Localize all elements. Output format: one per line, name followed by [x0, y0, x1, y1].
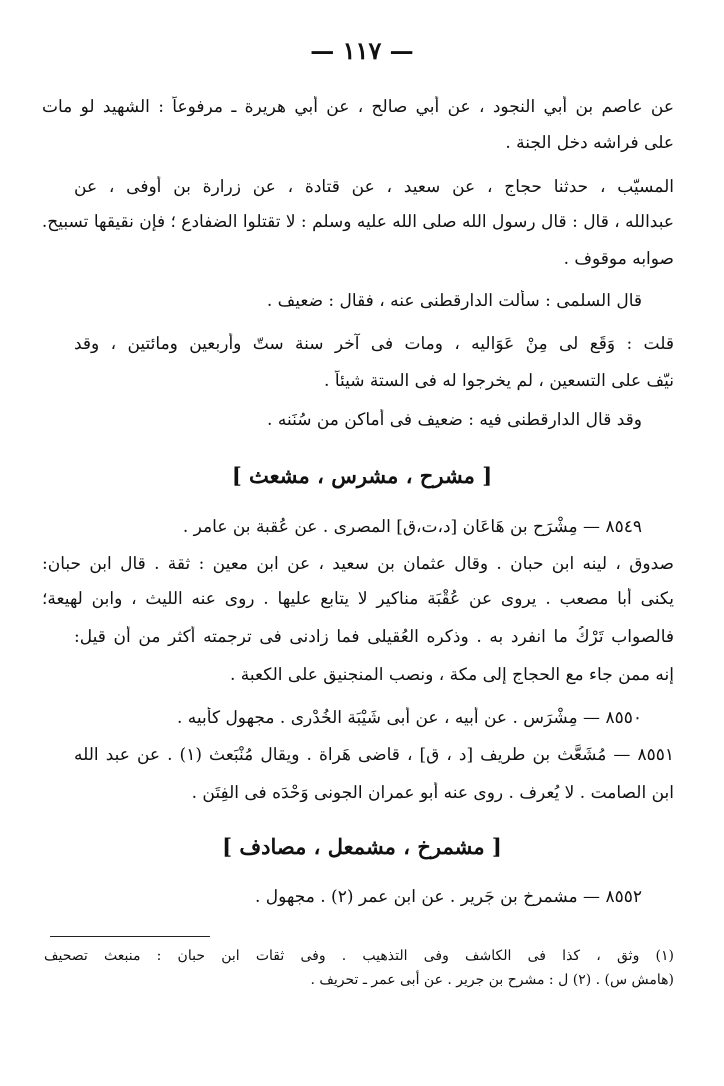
page-number: — ١١٧ — — [310, 36, 414, 65]
footnote-line: (هامش س) . (٢) ل : مشرح بن جرير . عن أبى عمر ـ تحريف . — [310, 972, 674, 988]
entry-line: ٨٥٥٢ — مشمرخ بن جَرير . عن ابن عمر (٢) . مجهول . — [254, 887, 642, 907]
entry-line: فالصواب تَرْكُ ما انفرد به . وذكره العُقيلى فما زادنى فى ترجمته أكثر من أن قيل: — [74, 627, 674, 647]
text-line: على فراشه دخل الجنة . — [505, 133, 674, 153]
entry-line: ٨٥٥٠ — مِشْرَس . عن أبيه ، عن أبى شَيْبَة الخُدْرى . مجهول كأبيه . — [176, 708, 642, 728]
text-line: وقد قال الدارقطنى فيه : ضعيف فى أماكن من سُنَنه . — [267, 410, 642, 430]
entry-line: ابن الصامت . لا يُعرف . روى عنه أبو عمران الجونى وَحْدَه فى الفِتَن . — [191, 783, 674, 803]
entry-line: يكنى أبا مصعب . يروى عن عُقْبَة مناكير لا يتابع عليها . روى عنه الليث ، وابن لهيعة؛ — [42, 589, 674, 609]
section-heading: [ مشرح ، مشرس ، مشعث ] — [231, 463, 493, 488]
text-line: صوابه موقوف . — [563, 249, 674, 269]
text-line: قلت : وَقَع لى مِنْ عَوَاليه ، ومات فى آخر سنة ستّ وأربعين ومائتين ، وقد — [74, 334, 674, 354]
entry-line: صدوق ، لينه ابن حبان . وقال عثمان بن سعيد ، عن ابن معين : ثقة . قال ابن حبان: — [42, 554, 674, 574]
entry-line: ٨٥٤٩ — مِشْرَح بن هَاعَان [د،ت،ق] المصرى . عن عُقبة بن عامر . — [182, 517, 642, 537]
footnote-divider — [50, 936, 210, 937]
entry-line: إنه ممن جاء مع الحجاج إلى مكة ، ونصب المنجنيق على الكعبة . — [229, 665, 674, 685]
entry-line: ٨٥٥١ — مُشَعَّث بن طريف [د ، ق] ، قاضى هَراة . ويقال مُنْبَعث (١) . عن عبد الله — [74, 745, 674, 765]
footnote-line: (١) وثق ، كذا فى الكاشف وفى التذهيب . وفى ثقات ابن حبان : منبعث تصحيف — [44, 948, 674, 964]
text-line: عبدالله ، قال : قال رسول الله صلى الله عليه وسلم : لا تقتلوا الضفادع ؛ فإن نقيقها تسبيح. — [42, 212, 674, 232]
text-line: نيّف على التسعين ، لم يخرجوا له فى الستة شيئاً . — [324, 371, 674, 391]
text-line: قال السلمى : سألت الدارقطنى عنه ، فقال : ضعيف . — [266, 291, 642, 311]
text-line: المسيّب ، حدثنا حجاج ، عن سعيد ، عن قتادة ، عن زرارة بن أوفى ، عن — [74, 177, 674, 197]
section-heading: [ مشمرخ ، مشمعل ، مصادف ] — [222, 834, 502, 859]
text-line: عن عاصم بن أبي النجود ، عن أبي صالح ، عن أبي هريرة ـ مرفوعاً : الشهيد لو مات — [42, 97, 674, 117]
